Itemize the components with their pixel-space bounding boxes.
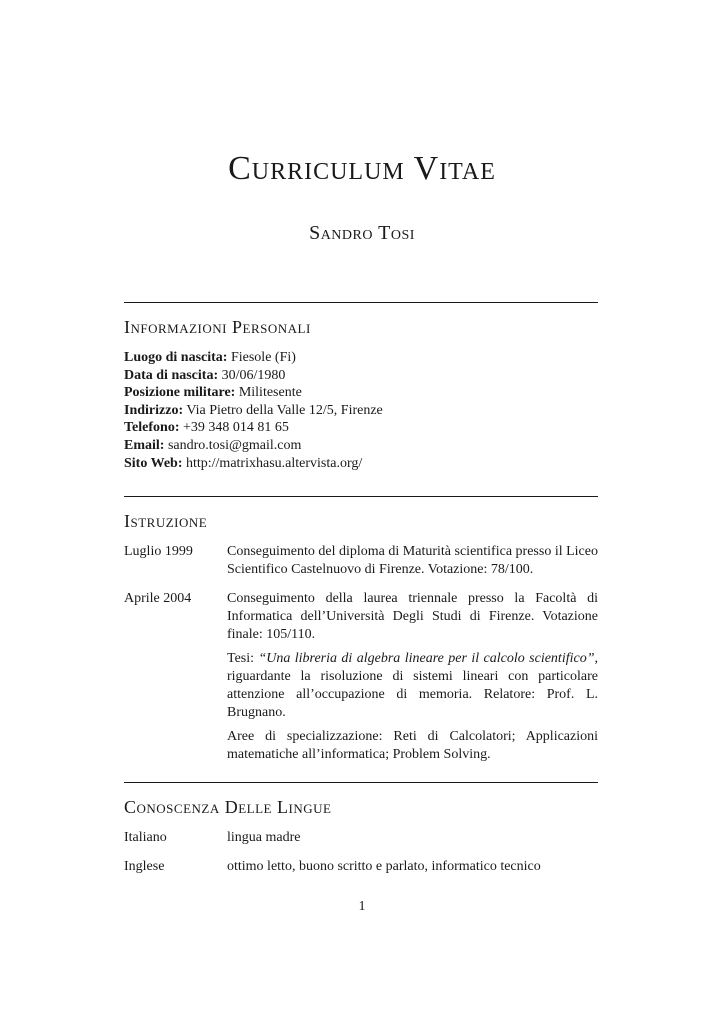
entry-date: Luglio 1999 bbox=[124, 544, 193, 559]
info-label: Sito Web: bbox=[124, 455, 183, 471]
personal-info-list bbox=[124, 349, 383, 472]
language-level: ottimo letto, buono scritto e parlato, informatico tecnico bbox=[227, 859, 541, 874]
info-label: Email: bbox=[124, 437, 165, 453]
info-row-email bbox=[124, 437, 383, 455]
section-title-personal: Informazioni Personali bbox=[124, 317, 311, 337]
info-label: Luogo di nascita: bbox=[124, 350, 228, 365]
info-label: Indirizzo: bbox=[124, 402, 184, 418]
author-name: Sandro Tosi bbox=[309, 222, 415, 244]
language-name: Inglese bbox=[124, 859, 165, 874]
info-row-military bbox=[124, 384, 383, 402]
entry-description bbox=[227, 543, 598, 579]
specialization-text: Aree di specializzazione: Reti di Calcolatori; Applicazioni matematiche all’informatica; Problem Solving. bbox=[227, 729, 598, 762]
info-value: Via Pietro della Valle 12/5, Firenze bbox=[186, 402, 383, 418]
thesis-paragraph bbox=[227, 650, 598, 722]
info-label: Data di nascita: bbox=[124, 367, 219, 383]
info-row-website bbox=[124, 455, 383, 473]
info-label: Posizione militare: bbox=[124, 385, 236, 401]
info-row-phone bbox=[124, 419, 383, 437]
education-entry-2004 bbox=[124, 590, 598, 770]
info-value: http://matrixhasu.altervista.org/ bbox=[185, 455, 363, 471]
info-label: Telefono: bbox=[124, 420, 180, 436]
thesis-details: , riguardante la risoluzione di sistemi lineari con particolare attenzione all’occupazione di memoria. Relatore: Prof. L. Brugnano. bbox=[227, 651, 598, 720]
entry-text: Conseguimento della laurea triennale presso la Facoltà di Informatica dell’Università Degli Studi di Firenze. Votazione finale: 105/110. bbox=[227, 591, 598, 642]
language-level: lingua madre bbox=[227, 830, 301, 845]
language-name: Italiano bbox=[124, 830, 167, 845]
entry-text: Conseguimento del diploma di Maturità scientifica presso il Liceo Scientifico Castelnuovo di Firenze. Votazione: 78/100. bbox=[227, 544, 598, 577]
thesis-prefix: Tesi: bbox=[227, 651, 259, 666]
thesis-title: “Una libreria di algebra lineare per il calcolo scientifico” bbox=[258, 651, 595, 666]
info-row-birthplace bbox=[124, 349, 383, 367]
info-value: Militesente bbox=[238, 385, 302, 401]
section-title-education: Istruzione bbox=[124, 511, 208, 531]
info-value: sandro.tosi@gmail.com bbox=[167, 437, 302, 453]
page-number: 1 bbox=[358, 899, 366, 914]
education-entry-1999 bbox=[124, 543, 598, 585]
info-row-address bbox=[124, 402, 383, 420]
entry-description bbox=[227, 590, 598, 764]
entry-date: Aprile 2004 bbox=[124, 591, 192, 606]
info-row-birthdate bbox=[124, 367, 383, 385]
info-value: +39 348 014 81 65 bbox=[182, 420, 289, 436]
section-rule bbox=[124, 302, 598, 303]
info-value: Fiesole (Fi) bbox=[230, 350, 296, 365]
section-rule bbox=[124, 496, 598, 497]
section-rule bbox=[124, 782, 598, 783]
document-title: Curriculum Vitae bbox=[228, 150, 496, 187]
section-title-languages: Conoscenza Delle Lingue bbox=[124, 797, 332, 817]
info-value: 30/06/1980 bbox=[221, 367, 286, 383]
